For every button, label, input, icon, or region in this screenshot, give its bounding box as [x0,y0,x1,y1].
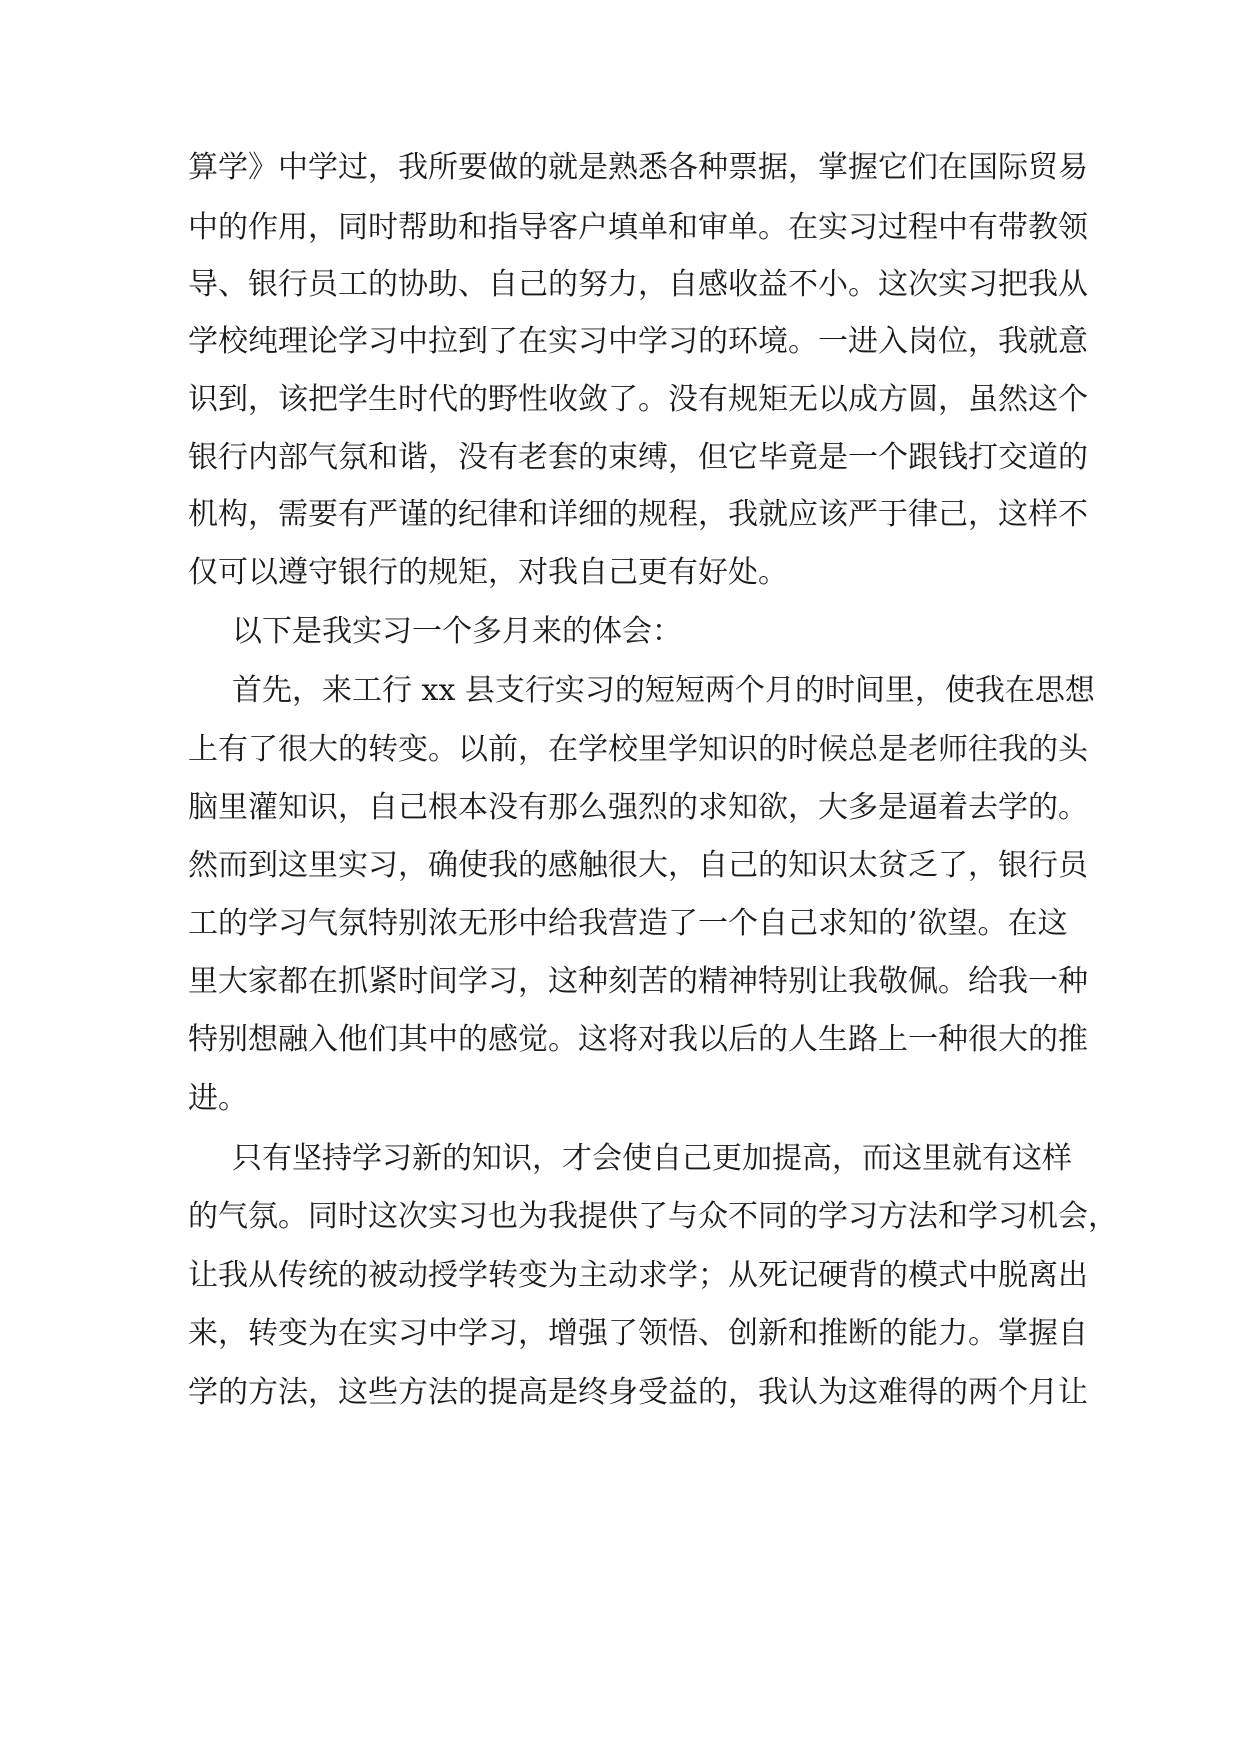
text-line: 然而到这里实习，确使我的感触很大，自己的知识太贫乏了，银行员 [188,848,1088,883]
text-line: 让我从传统的被动授学转变为主动求学；从死记硬背的模式中脱离出 [188,1258,1088,1293]
text-line: 仅可以遵守银行的规矩，对我自己更有好处。 [188,555,788,590]
text-line: 里大家都在抓紧时间学习，这种刻苦的精神特别让我敬佩。给我一种 [188,964,1088,999]
text-line: 上有了很大的转变。以前，在学校里学知识的时候总是老师往我的头 [188,732,1088,767]
text-line: 特别想融入他们其中的感觉。这将对我以后的人生路上一种很大的推 [188,1022,1088,1057]
text-line: 银行内部气氛和谐，没有老套的束缚，但它毕竟是一个跟钱打交道的 [188,440,1088,475]
text-line: 工的学习气氛特别浓无形中给我营造了一个自己求知的’欲望。在这 [188,906,1068,941]
text-line: 来，转变为在实习中学习，增强了领悟、创新和推断的能力。掌握自 [188,1316,1088,1351]
text-line: 机构，需要有严谨的纪律和详细的规程，我就应该严于律己，这样不 [188,497,1088,532]
text-line: 算学》中学过，我所要做的就是熟悉各种票据，掌握它们在国际贸易 [188,150,1088,185]
text-line: 导、银行员工的协助、自己的努力，自感收益不小。这次实习把我从 [188,267,1088,302]
text-line: 进。 [188,1081,248,1116]
paragraph-first-line: 以下是我实习一个多月来的体会： [232,614,682,649]
paragraph-first-line: 只有坚持学习新的知识，才会使自己更加提高，而这里就有这样 [232,1141,1072,1176]
text-line: 中的作用，同时帮助和指导客户填单和审单。在实习过程中有带教领 [188,210,1088,245]
text-line: 的气氛。同时这次实习也为我提供了与众不同的学习方法和学习机会， [188,1199,1118,1234]
text-line: 学的方法，这些方法的提高是终身受益的，我认为这难得的两个月让 [188,1375,1088,1410]
paragraph-first-line: 首先，来工行 xx 县支行实习的短短两个月的时间里，使我在思想 [232,673,1095,708]
text-line: 学校纯理论学习中拉到了在实习中学习的环境。一进入岗位，我就意 [188,324,1088,359]
text-line: 识到，该把学生时代的野性收敛了。没有规矩无以成方圆，虽然这个 [188,382,1088,417]
text-line: 脑里灌知识，自己根本没有那么强烈的求知欲，大多是逼着去学的。 [188,790,1088,825]
